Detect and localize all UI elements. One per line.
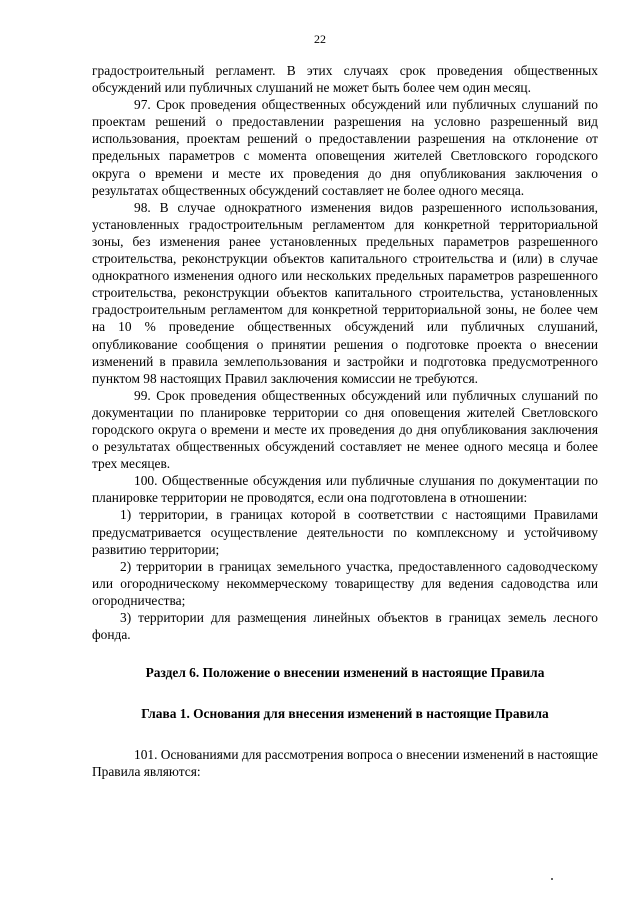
paragraph-100: 100. Общественные обсуждения или публичные слушания по документации по планировке территории не проводятся, если она подготовлена в отношении: [92,473,598,506]
paragraph-99: 99. Срок проведения общественных обсуждений или публичных слушаний по документации по планировке территории со дня оповещения жителей Светловского городского округа о времени и месте их проведения до дня опубликования заключения о результатах общественных обсуждений составляет не менее одного месяца и более трех месяцев. [92,387,598,472]
document-body [92,62,598,781]
paragraph-101: 101. Основаниями для рассмотрения вопроса о внесении изменений в настоящие Правила являются: [92,747,598,780]
paragraph-97: 97. Срок проведения общественных обсуждений или публичных слушаний по проектам решений о предоставлении разрешения на условно разрешенный вид использования, проектам решений о предоставлении разрешения на отклонение от предельных параметров с момента оповещения жителей Светловского городского округа о времени и месте их проведения до дня опубликования заключения о результатах общественных обсуждений составляет не более одного месяца. [92,97,598,198]
scan-speck [551,878,553,880]
paragraph-98: 98. В случае однократного изменения видов разрешенного использования, установленных градостроительным регламентом для конкретной территориальной зоны, без изменения ранее установленных предельных параметров разрешенного строительства, реконструкции объектов капитального строительства и (или) в случае однократного изменения одного или нескольких предельных параметров разрешенного строительства, реконструкции объектов капитального строительства, установленных градостроительным регламентом для конкретной территориальной зоны, не более чем на 10 % проведение общественных обсуждений или публичных слушаний, опубликование сообщения о принятии решения о подготовке проекта о внесении изменений в правила землепользования и застройки и подготовка предусмотренного пунктом 98 настоящих Правил заключения комиссии не требуются. [92,199,598,386]
section-heading: Раздел 6. Положение о внесении изменений в настоящие Правила [145,665,545,681]
paragraph-continuation: градостроительный регламент. В этих случаях срок проведения общественных обсуждений или публичных слушаний не может быть более чем один месяц. [92,63,598,96]
chapter-heading: Глава 1. Основания для внесения изменений в настоящие Правила [141,706,549,722]
page-number: 22 [314,32,326,46]
paragraph-100-item-1: 1) территории, в границах которой в соответствии с настоящими Правилами предусматривается осуществление деятельности по комплексному и устойчивому развитию территории; [92,507,598,557]
paragraph-100-item-2: 2) территории в границах земельного участка, предоставленного садоводческому или огородническому некоммерческому товариществу для ведения садоводства или огородничества; [92,558,598,608]
paragraph-100-item-3: 3) территории для размещения линейных объектов в границах земель лесного фонда. [92,610,598,643]
